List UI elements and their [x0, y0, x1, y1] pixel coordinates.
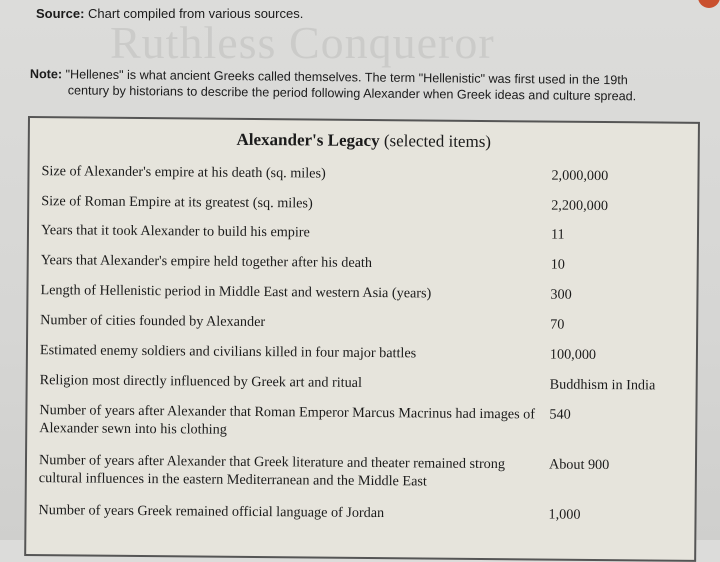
- row-value: Buddhism in India: [549, 376, 656, 394]
- note-text-1: "Hellenes" is what ancient Greeks called themselves. The term "Hellenistic" was first used in the 19th: [65, 67, 628, 88]
- row-label: Length of Hellenistic period in Middle East and western Asia (years): [40, 282, 432, 302]
- table-row: [39, 371, 680, 394]
- row-value: 1,000: [548, 506, 581, 523]
- row-label: Number of cities founded by Alexander: [40, 312, 266, 331]
- row-label: Size of Roman Empire at its greatest (sq. miles): [41, 193, 313, 212]
- source-label: Source:: [36, 6, 85, 21]
- note-block: [30, 66, 690, 105]
- table-row: [39, 341, 680, 363]
- table-row: [40, 281, 681, 303]
- source-line: [36, 6, 303, 21]
- row-label: Religion most directly influenced by Greek art and ritual: [39, 372, 363, 391]
- legacy-table: [24, 116, 700, 562]
- table-row: [38, 451, 679, 490]
- row-label: Number of years after Alexander that Greek literature and theater remained strong cultural influences in the eastern Mediterranean and the Middle East: [38, 452, 506, 490]
- row-value: 300: [550, 286, 572, 303]
- table-title: [30, 128, 698, 154]
- table-title-rest: (selected items): [379, 131, 492, 152]
- row-value: 100,000: [549, 346, 597, 363]
- row-label: Number of years Greek remained official language of Jordan: [38, 502, 385, 522]
- row-value: 70: [550, 316, 565, 333]
- table-row: [41, 162, 682, 185]
- note-label: Note:: [29, 66, 63, 82]
- row-value: 11: [550, 226, 565, 243]
- table-row: [39, 401, 680, 438]
- row-label: Years that Alexander's empire held together after his death: [40, 252, 373, 272]
- table-row: [40, 221, 681, 243]
- table-row: [40, 311, 680, 333]
- table-row: [40, 251, 681, 273]
- table-row: [38, 501, 679, 523]
- corner-decoration: [698, 0, 720, 8]
- note-text-2: century by historians to describe the period following Alexander when Greek ideas and culture spread.: [67, 83, 637, 104]
- row-value: 2,200,000: [551, 197, 609, 215]
- background-watermark: Ruthless Conqueror: [110, 17, 495, 68]
- row-label: Years that it took Alexander to build his empire: [40, 222, 310, 241]
- row-value: About 900: [548, 456, 610, 474]
- row-value: 2,000,000: [551, 167, 609, 185]
- row-value: 10: [550, 256, 565, 273]
- source-text: Chart compiled from various sources.: [88, 6, 304, 21]
- row-label: Number of years after Alexander that Roman Emperor Marcus Macrinus had images of Alexander sewn into his clothing: [39, 402, 536, 438]
- row-value: 540: [549, 406, 571, 423]
- table-title-bold: Alexander's Legacy: [236, 129, 380, 151]
- row-label: Estimated enemy soldiers and civilians killed in four major battles: [39, 342, 417, 362]
- table-row: [41, 192, 681, 215]
- row-label: Size of Alexander's empire at his death (sq. miles): [41, 163, 326, 182]
